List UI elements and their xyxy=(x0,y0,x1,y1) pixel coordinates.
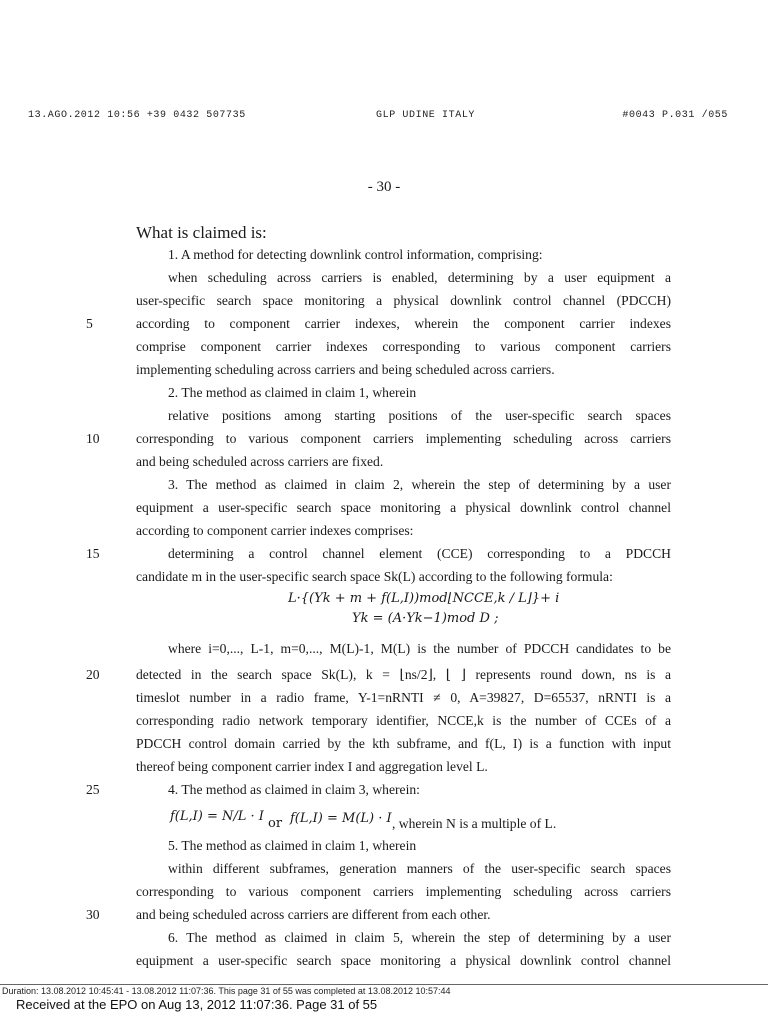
claim-line: when scheduling across carriers is enabled, determining by a user equipment a xyxy=(168,270,671,285)
footer-duration: Duration: 13.08.2012 10:45:41 - 13.08.2012 11:07:36. This page 31 of 55 was completed at 13.08.2012 10:57:44 xyxy=(2,986,451,996)
claim-line: 5. The method as claimed in claim 1, wherein xyxy=(168,838,417,853)
claim-line: equipment a user-specific search space monitoring a physical downlink control channel xyxy=(136,953,671,968)
claim-line: and being scheduled across carriers are fixed. xyxy=(136,454,384,469)
claim-line: user-specific search space monitoring a physical downlink control channel (PDCCH) xyxy=(136,293,671,308)
claim-line: and being scheduled across carriers are different from each other. xyxy=(136,907,491,922)
claim-line: 1. A method for detecting downlink control information, comprising: xyxy=(168,247,543,262)
claim-line: 3. The method as claimed in claim 2, wherein the step of determining by a user xyxy=(168,477,671,492)
claim-line: 6. The method as claimed in claim 5, wherein the step of determining by a user xyxy=(168,930,671,945)
f-formula-2: f(L,I) = M(L) · I xyxy=(290,811,392,826)
claim-line: corresponding to various component carriers implementing scheduling across carriers xyxy=(136,431,671,446)
line-number: 10 xyxy=(86,431,100,446)
claims-heading: What is claimed is: xyxy=(136,223,267,242)
claim-line: where i=0,..., L-1, m=0,..., M(L)-1, M(L) is the number of PDCCH candidates to be xyxy=(168,641,671,656)
page-number: - 30 - xyxy=(367,179,401,195)
claim-line: within different subframes, generation manners of the user-specific search spaces xyxy=(168,861,671,876)
footer-received: Received at the EPO on Aug 13, 2012 11:07:36. Page 31 of 55 xyxy=(16,997,378,1012)
formula-or: or xyxy=(268,816,283,831)
claim-line: according to component carrier indexes, wherein the component carrier indexes xyxy=(136,316,671,331)
claim-line: according to component carrier indexes comprises: xyxy=(136,523,414,538)
claim-line: equipment a user-specific search space monitoring a physical downlink control channel xyxy=(136,500,671,515)
fax-header-sender: GLP UDINE ITALY xyxy=(376,110,476,121)
claim-line: determining a control channel element (CCE) corresponding to a PDCCH xyxy=(168,546,671,561)
claim-line: comprise component carrier indexes corresponding to various component carriers xyxy=(136,339,671,354)
line-number: 15 xyxy=(86,546,100,561)
claim-line: 2. The method as claimed in claim 1, wherein xyxy=(168,385,417,400)
claim-line: thereof being component carrier index I and aggregation level L. xyxy=(136,759,488,774)
claim-line: timeslot number in a radio frame, Y-1=nRNTI ≠ 0, A=39827, D=65537, nRNTI is a xyxy=(136,690,671,705)
claim-line: relative positions among starting positions of the user-specific search spaces xyxy=(168,408,671,423)
claim-line: PDCCH control domain carried by the kth subframe, and f(L, I) is a function with input xyxy=(136,736,671,751)
claim-line: corresponding radio network temporary identifier, NCCE,k is the number of CCEs of a xyxy=(136,713,671,728)
cce-formula: L·{(Yk + m + f(L,I))mod⌊NCCE,k / L⌋}+ i xyxy=(288,591,560,606)
line-number: 5 xyxy=(86,316,93,331)
line-number: 20 xyxy=(86,667,100,682)
fax-header-timestamp: 13.AGO.2012 10:56 +39 0432 507735 xyxy=(28,110,246,121)
fax-header xyxy=(28,110,728,124)
footer-divider xyxy=(0,984,768,985)
claim-line: implementing scheduling across carriers and being scheduled across carriers. xyxy=(136,362,555,377)
line-number: 25 xyxy=(86,782,100,797)
formula-condition: , wherein N is a multiple of L. xyxy=(392,816,557,831)
claim-line: detected in the search space Sk(L), k = ⌊ns/2⌋, ⌊ ⌋ represents round down, ns is a xyxy=(136,667,671,682)
claim-line: corresponding to various component carriers implementing scheduling across carriers xyxy=(136,884,671,899)
claim-line: candidate m in the user-specific search space Sk(L) according to the following formula: xyxy=(136,569,613,584)
yk-formula: Yk = (A·Yk−1)mod D ; xyxy=(352,611,499,626)
claim-line: 4. The method as claimed in claim 3, wherein: xyxy=(168,782,420,797)
fax-header-page-ref: #0043 P.031 /055 xyxy=(622,110,728,121)
f-formula-1: f(L,I) = N/L · I xyxy=(170,809,264,824)
line-number: 30 xyxy=(86,907,100,922)
